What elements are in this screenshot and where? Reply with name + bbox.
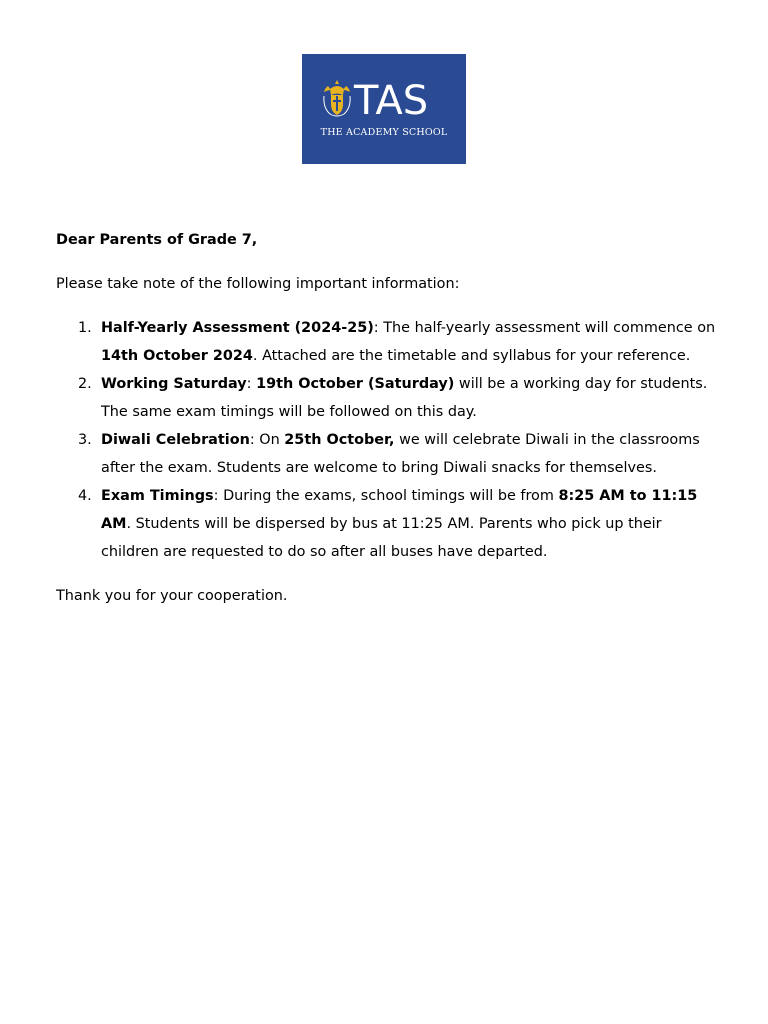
list-item-text: The half-yearly assessment will commence on	[383, 320, 716, 336]
list-item-number: 2.	[78, 376, 92, 392]
separator: :	[249, 432, 260, 448]
list-item-highlight: 8:25 AM to 11:15 AM	[101, 488, 698, 532]
list-item-heading: Exam Timings	[101, 488, 214, 504]
info-list	[56, 314, 716, 566]
list-item-text: . Students will be dispersed by bus at 11:25 AM. Parents who pick up their children are requested to do so after all buses have departed.	[101, 516, 662, 560]
logo-wordmark: TAS	[354, 78, 429, 124]
list-item	[56, 482, 716, 566]
list-item-text: On	[259, 432, 285, 448]
greeting: Dear Parents of Grade 7,	[56, 232, 258, 248]
list-item-highlight: 19th October (Saturday)	[256, 376, 455, 392]
school-crest-icon	[322, 78, 352, 118]
separator: :	[213, 488, 224, 504]
list-item-heading: Working Saturday	[101, 376, 247, 392]
letter-body	[56, 226, 716, 610]
list-item	[56, 426, 716, 482]
intro-text: Please take note of the following important information:	[56, 276, 460, 292]
list-item	[56, 370, 716, 426]
separator: :	[373, 320, 384, 336]
list-item-text: . Attached are the timetable and syllabus for your reference.	[252, 348, 691, 364]
separator: :	[246, 376, 257, 392]
list-item-number: 4.	[78, 488, 92, 504]
list-item-text: During the exams, school timings will be from	[223, 488, 559, 504]
list-item-heading: Half-Yearly Assessment (2024-25)	[101, 320, 374, 336]
closing-text: Thank you for your cooperation.	[56, 588, 288, 604]
list-item-highlight: 14th October 2024	[101, 348, 253, 364]
list-item-number: 3.	[78, 432, 92, 448]
list-item-heading: Diwali Celebration	[101, 432, 250, 448]
school-logo	[302, 54, 466, 164]
list-item-text: will be a working day for students. The same exam timings will be followed on this day.	[101, 376, 708, 420]
logo-subtitle: THE ACADEMY SCHOOL	[320, 127, 448, 138]
list-item-highlight: 25th October,	[284, 432, 395, 448]
list-item	[56, 314, 716, 370]
list-item-number: 1.	[78, 320, 92, 336]
list-item-text: we will celebrate Diwali in the classrooms after the exam. Students are welcome to bring Diwali snacks for themselves.	[101, 432, 700, 476]
